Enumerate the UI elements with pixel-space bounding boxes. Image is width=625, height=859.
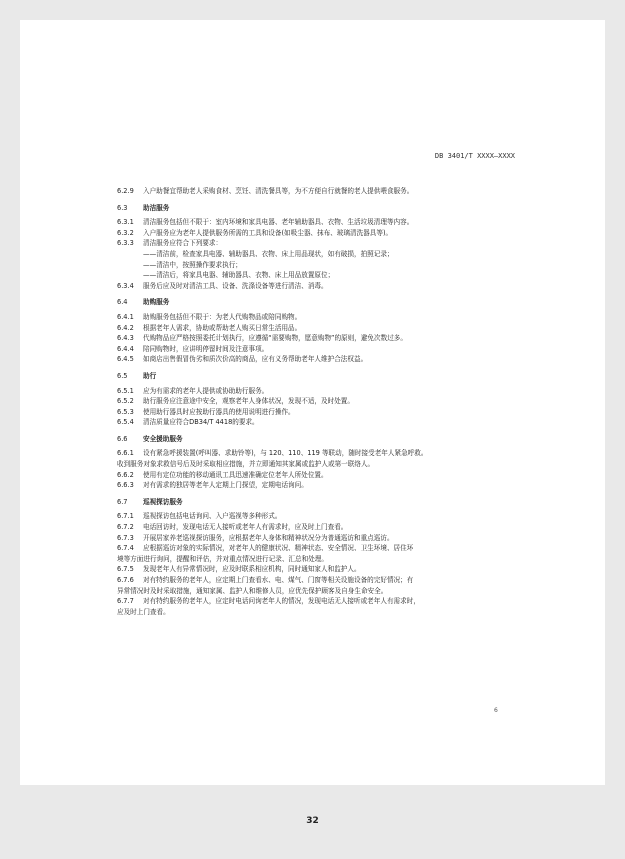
clause-text: 设有紧急呼援装置(呼叫器、求助铃等)，与 120、110、119 等联动，随时接受老年人紧急呼救。	[143, 449, 428, 458]
section-title: 助购服务	[143, 298, 170, 307]
section-heading	[117, 203, 535, 214]
clause	[117, 417, 535, 428]
list-item	[117, 249, 535, 260]
section-heading	[117, 434, 535, 445]
section-heading	[117, 371, 535, 382]
clause	[117, 533, 535, 544]
clause-text: 使用助行器具时应按助行器具的使用说明进行操作。	[143, 407, 295, 416]
section-title: 巡视探访服务	[143, 497, 183, 506]
clause-text: 如商店出售假冒伪劣和质次价高的商品，应有义务帮助老年人维护合法权益。	[143, 355, 368, 364]
clause-text: 陪同购物时，应讲明停留时间及注意事项。	[143, 344, 269, 353]
section-heading	[117, 497, 535, 508]
clause	[117, 312, 535, 323]
clause-text: 巡视探访包括电话询问、入户巡视等多种形式。	[143, 512, 282, 521]
clause	[117, 575, 535, 586]
clause-number: 6.3.4	[117, 281, 134, 290]
clause-text: 清洁质量应符合DB34/T 4418的要求。	[143, 418, 259, 427]
clause	[117, 281, 535, 292]
clause-number: 6.5	[117, 371, 128, 380]
clause	[117, 522, 535, 533]
clause-number: 6.4.3	[117, 334, 134, 343]
clause-continuation: 收到服务对象求救信号后及时采取相应措施，并立即通知其家属或监护人或第一联络人。	[117, 460, 375, 469]
clause-continuation: 应及时上门查看。	[117, 607, 170, 616]
clause	[117, 228, 535, 239]
clause-number: 6.4	[117, 298, 128, 307]
clause-number: 6.7.7	[117, 597, 134, 606]
clause	[117, 186, 535, 197]
document-code: DB 3401/T XXXX—XXXX	[434, 152, 515, 160]
clause-text: 对有特约服务的老年人，应定期上门查看水、电、煤气、门窗等相关设施设备的完好情况；有	[143, 576, 414, 584]
list-item	[117, 270, 535, 281]
clause-text: 助行服务应注意途中安全，观察老年人身体状况，发现不适，及时处置。	[143, 397, 354, 406]
clause-number: 6.5.2	[117, 397, 134, 406]
clause-number: 6.3.1	[117, 218, 134, 227]
clause-number: 6.7.4	[117, 544, 134, 553]
clause	[117, 396, 535, 407]
clause-number: 6.7.2	[117, 523, 134, 532]
clause-text: 清洁服务包括但不限于：室内环境和家具电器、老年辅助器具、衣物、生活垃圾清理等内容。	[143, 218, 414, 227]
clause	[117, 407, 535, 418]
clause	[117, 596, 535, 607]
clause-number: 6.5.4	[117, 418, 134, 427]
clause	[117, 543, 535, 554]
clause-text: 入户助餐宜帮助老人采购食材、烹饪、清洗餐具等，为不方便自行就餐的老人提供喂食服务。	[143, 187, 414, 195]
clause	[117, 386, 535, 397]
list-item	[117, 260, 535, 271]
section-title: 助洁服务	[143, 203, 170, 212]
clause-number: 6.3	[117, 203, 128, 212]
clause-number: 6.6.2	[117, 470, 134, 479]
clause-number: 6.7.3	[117, 533, 134, 542]
clause-number: 6.2.9	[117, 187, 134, 195]
list-item-text: ——清洁中，按照操作要求执行；	[143, 260, 242, 269]
clause-number: 6.3.3	[117, 239, 134, 248]
section-title: 安全援助服务	[143, 434, 183, 443]
clause-number: 6.6.3	[117, 481, 134, 490]
clause	[117, 344, 535, 355]
clause-number: 6.7.5	[117, 565, 134, 574]
clause-text: 助购服务包括但不限于：为老人代购物品或陪同购物。	[143, 312, 302, 321]
clause-number: 6.5.3	[117, 407, 134, 416]
clause-text: 应根据巡访对象的实际情况，对老年人的健康状况、精神状态、安全情况、卫生环境、居住环	[143, 544, 414, 553]
clause-text: 应为有需求的老年人提供或协助助行服务。	[143, 386, 269, 395]
clause-number: 6.6.1	[117, 449, 134, 458]
clause-number: 6.4.1	[117, 312, 134, 321]
document-page	[20, 20, 605, 785]
clause-text: 开展居家养老巡视探访服务，应根据老年人身体和精神状况分为普通巡访和重点巡访。	[143, 533, 394, 542]
inner-page-number: 6	[494, 707, 498, 714]
clause-continuation: 境等方面进行询问，提醒和评估，并对重点情况进行记录、汇总和处理。	[117, 554, 328, 563]
clause-text: 发现老年人有异常情况时，应及时联系相应机构，同时通知家人和监护人。	[143, 565, 361, 574]
section-heading	[117, 297, 535, 308]
clause-text: 清洁服务应符合下列要求：	[143, 239, 223, 248]
clause-number: 6.4.5	[117, 355, 134, 364]
clause-number: 6.5.1	[117, 386, 134, 395]
document-body	[117, 186, 535, 617]
clause-text: 电话回访时，发现电话无人接听或老年人有需求时，应及时上门查看。	[143, 523, 348, 532]
clause-continuation: 异常情况时及时采取措施，通知家属、监护人和维修人员，应优先保护顾客及自身生命安全。	[117, 586, 388, 595]
clause-number: 6.7	[117, 497, 128, 506]
list-item-text: ——清洁后，将家具电器、辅助器具、衣物、床上用品放置原位；	[143, 271, 335, 280]
clause	[117, 448, 535, 459]
outer-page-number: 32	[306, 816, 319, 826]
list-item-text: ——清洁前，检查家具电器、辅助器具、衣物、床上用品现状，如有破损，拍照记录；	[143, 249, 394, 258]
clause	[117, 238, 535, 249]
clause	[117, 511, 535, 522]
clause-text: 入户服务应为老年人提供服务所需的工具和设备(如吸尘器、抹布、玻璃清洗器具等)。	[143, 228, 393, 237]
clause-text: 使用有定位功能的移动通讯工具迅速准确定位老年人所处位置。	[143, 470, 328, 479]
clause-text: 对有需求的独居等老年人定期上门探望，定期电话询问。	[143, 481, 308, 490]
clause-number: 6.7.1	[117, 512, 134, 521]
clause	[117, 480, 535, 491]
clause	[117, 564, 535, 575]
section-title: 助行	[143, 371, 157, 380]
clause-text: 根据老年人需求，协助或帮助老人购买日常生活用品。	[143, 323, 302, 332]
clause	[117, 217, 535, 228]
clause-number: 6.3.2	[117, 228, 134, 237]
clause-number: 6.6	[117, 434, 128, 443]
clause-text: 代购物品应严格按照委托计划执行，应遵循“需要购物，愿意购物”的原则，避免次数过多。	[143, 334, 407, 343]
clause	[117, 354, 535, 365]
clause	[117, 470, 535, 481]
clause-text: 对有特约服务的老年人，应定时电话问询老年人的情况，发现电话无人接听或老年人有需求时，	[143, 597, 420, 606]
clause-number: 6.7.6	[117, 576, 134, 584]
clause-number: 6.4.2	[117, 323, 134, 332]
clause	[117, 333, 535, 344]
clause	[117, 323, 535, 334]
clause-number: 6.4.4	[117, 344, 134, 353]
clause-text: 服务后应及时对清洁工具、设备、洗涤设备等进行清洁、消毒。	[143, 281, 328, 290]
